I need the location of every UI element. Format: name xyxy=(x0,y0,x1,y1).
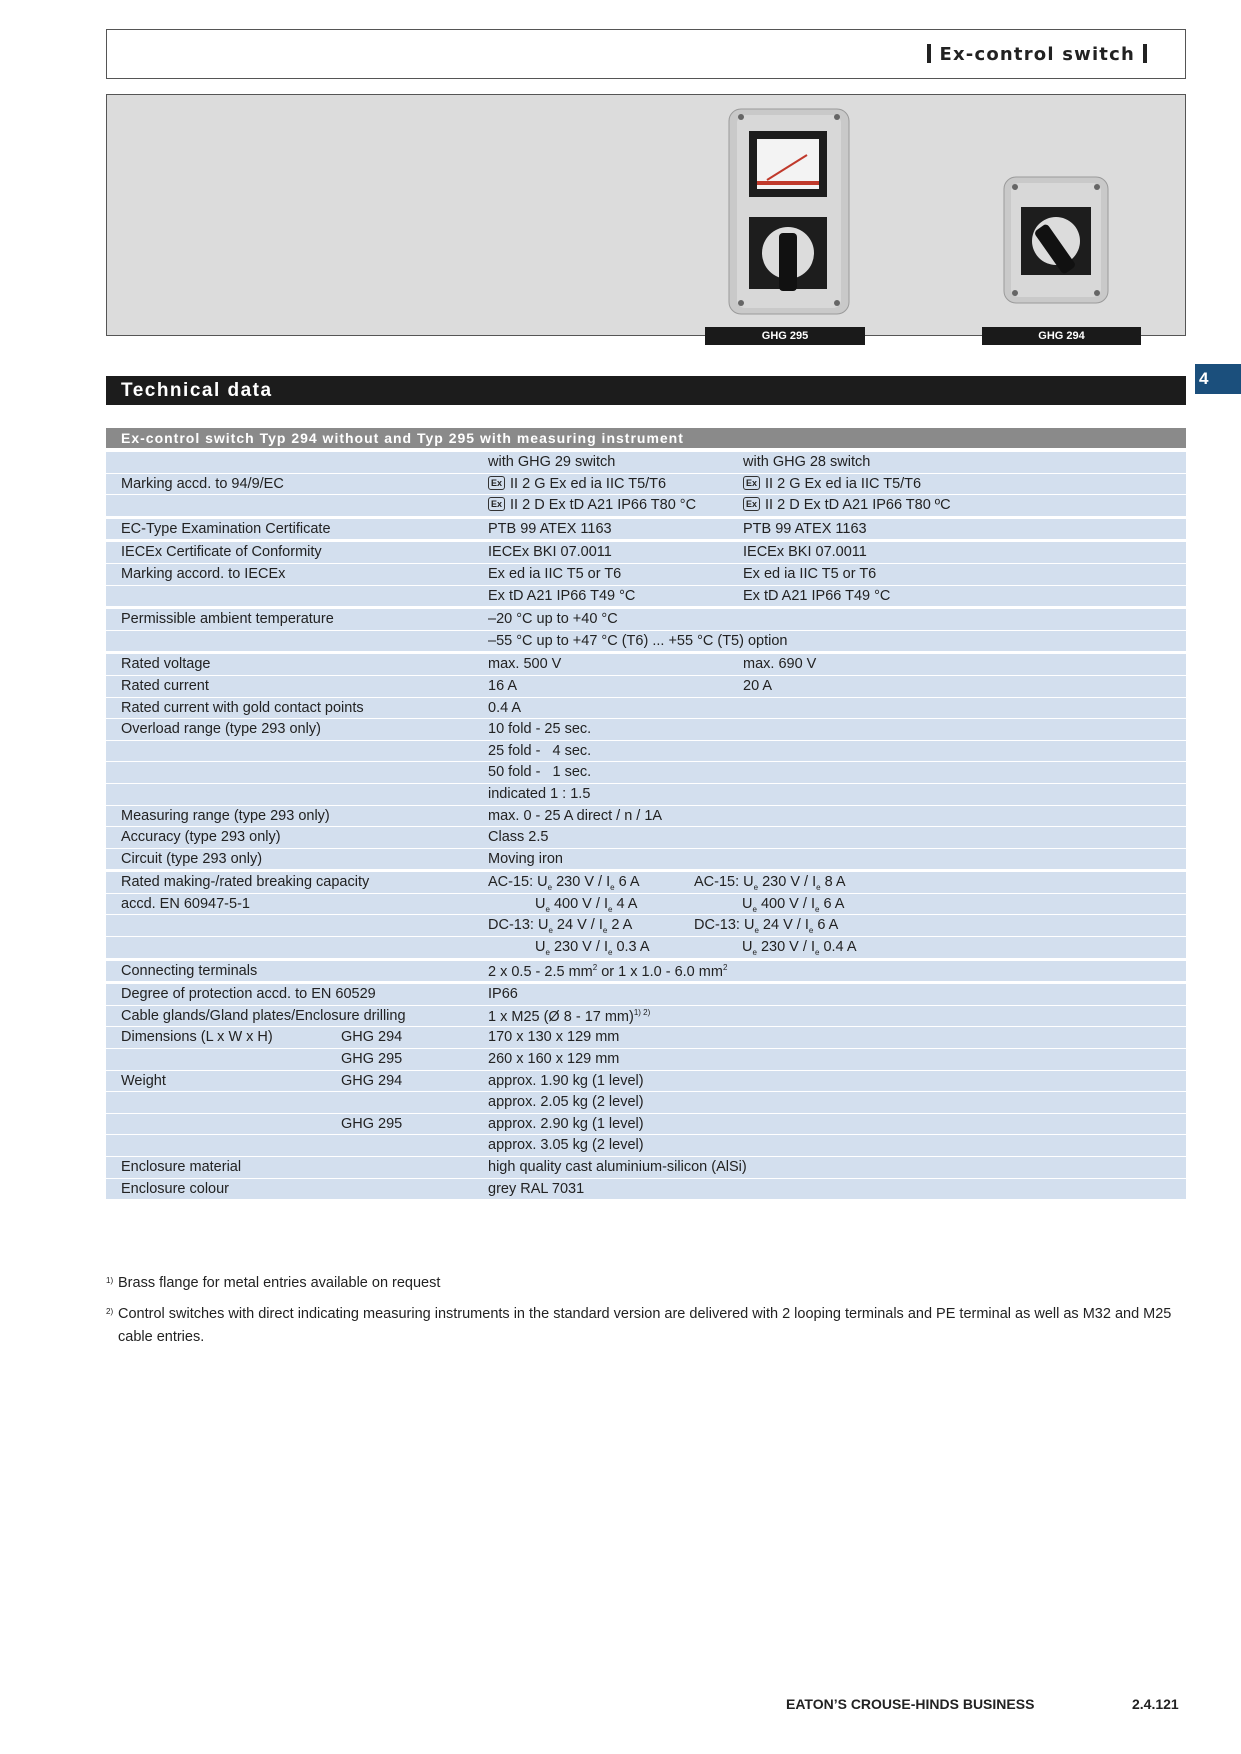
model-label: GHG 295 xyxy=(341,1051,403,1068)
chapter-tab[interactable]: 4 xyxy=(1195,364,1241,394)
ex-icon: Ex xyxy=(488,476,505,490)
table-row-iecex xyxy=(106,539,1186,606)
row-label: Degree of protection accd. to EN 60529 xyxy=(121,986,376,1003)
footnote-1 xyxy=(106,1272,1186,1295)
cell-value: approx. 3.05 kg (2 level) xyxy=(488,1137,644,1154)
row-label: Enclosure colour xyxy=(121,1180,229,1197)
cell-value: II 2 D Ex tD A21 IP66 T80 ºC xyxy=(765,497,951,514)
cell-value: max. 690 V xyxy=(743,656,817,673)
model-label: GHG 294 xyxy=(341,1029,403,1046)
product-label-ghg294: GHG 294 xyxy=(982,327,1141,345)
cell-value: 50 fold - 1 sec. xyxy=(488,764,592,781)
row-label: Rated current xyxy=(121,677,209,694)
ex-icon: Ex xyxy=(743,476,760,490)
table-row-marking xyxy=(106,449,1186,516)
section-title: Technical data xyxy=(106,376,1186,405)
footnote-mark: 2) xyxy=(106,1307,114,1316)
footer-brand: EATON’S CROUSE-HINDS BUSINESS xyxy=(786,1696,1035,1712)
cell-value: 170 x 130 x 129 mm xyxy=(488,1029,620,1046)
footnotes xyxy=(106,1272,1186,1357)
row-label: Permissible ambient temperature xyxy=(121,611,334,628)
product-illustration xyxy=(107,95,1185,335)
cell-value: max. 500 V xyxy=(488,656,562,673)
column-header-ghg29: with GHG 29 switch xyxy=(488,454,616,470)
cell-value: 16 A xyxy=(488,677,518,694)
footnote-2 xyxy=(106,1303,1186,1349)
product-photo-panel xyxy=(106,94,1186,336)
cell-value: 20 A xyxy=(743,677,773,694)
header-box xyxy=(106,29,1186,79)
row-label: Circuit (type 293 only) xyxy=(121,850,263,867)
cell-value: II 2 D Ex tD A21 IP66 T80 °C xyxy=(510,497,697,514)
row-label: Marking accord. to IECEx xyxy=(121,565,286,582)
row-label: Rated voltage xyxy=(121,656,211,673)
cell-value: IP66 xyxy=(488,986,518,1003)
row-label: Rated current with gold contact points xyxy=(121,699,364,716)
ex-icon: Ex xyxy=(743,497,760,511)
cell-value: Class 2.5 xyxy=(488,829,549,846)
row-label: Overload range (type 293 only) xyxy=(121,721,321,738)
cell-value: –20 °C up to +40 °C xyxy=(488,611,618,628)
cell-value: Ex ed ia IIC T5 or T6 xyxy=(743,565,877,582)
cell-value: 0.4 A xyxy=(488,699,522,716)
cell-value: PTB 99 ATEX 1163 xyxy=(488,520,612,537)
cell-value: grey RAL 7031 xyxy=(488,1180,585,1197)
cell-value: Ex tD A21 IP66 T49 °C xyxy=(743,587,891,604)
cell-value: IECEx BKI 07.0011 xyxy=(488,544,612,561)
row-label: Enclosure material xyxy=(121,1159,242,1175)
cell-value: PTB 99 ATEX 1163 xyxy=(743,520,867,537)
ghg295-enclosure-image xyxy=(729,109,849,314)
table-row-ec-certificate xyxy=(106,516,1186,540)
product-label-ghg295: GHG 295 xyxy=(705,327,865,345)
cell-value: approx. 2.05 kg (2 level) xyxy=(488,1094,644,1111)
table-row-making-capacity: Rated making-/rated breaking capacity AC-15: $U_e$ 230 V / $I_e$ 6 A AC-15: $U_e$ 230 V / $I_e$ 8 A accd. EN 60947-5-1 $U_e$ 400 V / $I_e$ 4 A $U_e$ 400 V / $I_e$ 6 A DC-13: $U_e$ 24 V / $I_e$ 2 A DC-13: $U_e$ 24 V / $I_e$ 6 A $U_e$ 230 V / $I_e$ 0.3 A $U_e$ 230 V / $I_e$ 0.4 A xyxy=(106,869,1186,957)
row-label: Marking accd. to 94/9/EC xyxy=(121,475,284,492)
page-number: 2.4.121 xyxy=(1132,1696,1179,1712)
row-label: IECEx Certificate of Conformity xyxy=(121,544,322,561)
footnote-ref: 1) 2) xyxy=(633,1007,651,1017)
footnote-text: Brass flange for metal entries available on request xyxy=(118,1275,441,1291)
cell-value: max. 0 - 25 A direct / n / 1A xyxy=(488,807,663,824)
row-label: Dimensions (L x W x H) xyxy=(121,1029,273,1046)
cell-value: 25 fold - 4 sec. xyxy=(488,742,592,759)
ex-icon: Ex xyxy=(488,497,505,511)
cell-value: approx. 1.90 kg (1 level) xyxy=(488,1072,644,1089)
cell-value: high quality cast aluminium-silicon (AlSi) xyxy=(488,1159,747,1175)
cell-value: 260 x 160 x 129 mm xyxy=(488,1051,620,1068)
row-label: EC-Type Examination Certificate xyxy=(121,520,331,537)
cell-value: IECEx BKI 07.0011 xyxy=(743,544,867,561)
table-heading: Ex-control switch Typ 294 without and Typ 295 with measuring instrument xyxy=(106,428,1186,448)
model-label: GHG 294 xyxy=(341,1072,403,1089)
technical-data-table xyxy=(106,449,1186,1199)
cell-value: 10 fold - 25 sec. xyxy=(488,721,592,738)
cell-value: indicated 1 : 1.5 xyxy=(488,785,591,802)
row-label: Connecting terminals xyxy=(121,962,258,979)
cell-value: Ex ed ia IIC T5 or T6 xyxy=(488,565,622,582)
column-header-ghg28: with GHG 28 switch xyxy=(743,454,871,470)
cell-value: II 2 G Ex ed ia IIC T5/T6 xyxy=(510,475,667,492)
row-label: Weight xyxy=(121,1072,166,1089)
cell-value: 1 x M25 (Ø 8 - 17 mm) xyxy=(488,1008,634,1025)
row-label: accd. EN 60947-5-1 xyxy=(121,895,250,912)
cell-value: Moving iron xyxy=(488,850,563,867)
row-label: Measuring range (type 293 only) xyxy=(121,807,330,824)
row-label: Rated making-/rated breaking capacity xyxy=(121,874,370,891)
cell-value: Ex tD A21 IP66 T49 °C xyxy=(488,587,636,604)
header-title xyxy=(919,44,1155,65)
header-title-text: Ex-control switch xyxy=(939,44,1135,65)
header-bar-right xyxy=(1143,44,1147,63)
cell-value: approx. 2.90 kg (1 level) xyxy=(488,1115,644,1132)
table-row-electrical xyxy=(106,651,1186,869)
model-label: GHG 295 xyxy=(341,1115,403,1132)
footnote-text: Control switches with direct indicating measuring instruments in the standard version are delivered with 2 looping terminals and PE terminal as well as M32 and M25 cable entries. xyxy=(118,1306,1172,1345)
table-row-terminals: Connecting terminals 2 x 0.5 - 2.5 $mm^2$ or 1 x 1.0 - 6.0 $mm^2$ xyxy=(106,958,1186,982)
ghg294-enclosure-image xyxy=(1004,177,1108,303)
row-label: Accuracy (type 293 only) xyxy=(121,829,281,846)
table-row-mechanical xyxy=(106,981,1186,1199)
footnote-mark: 1) xyxy=(106,1276,114,1285)
header-bar-left xyxy=(927,44,931,63)
table-row-ambient xyxy=(106,606,1186,651)
cell-value: II 2 G Ex ed ia IIC T5/T6 xyxy=(765,475,922,492)
cell-value: –55 °C up to +47 °C (T6) ... +55 °C (T5) option xyxy=(488,632,788,649)
row-label: Cable glands/Gland plates/Enclosure drilling xyxy=(121,1007,406,1024)
